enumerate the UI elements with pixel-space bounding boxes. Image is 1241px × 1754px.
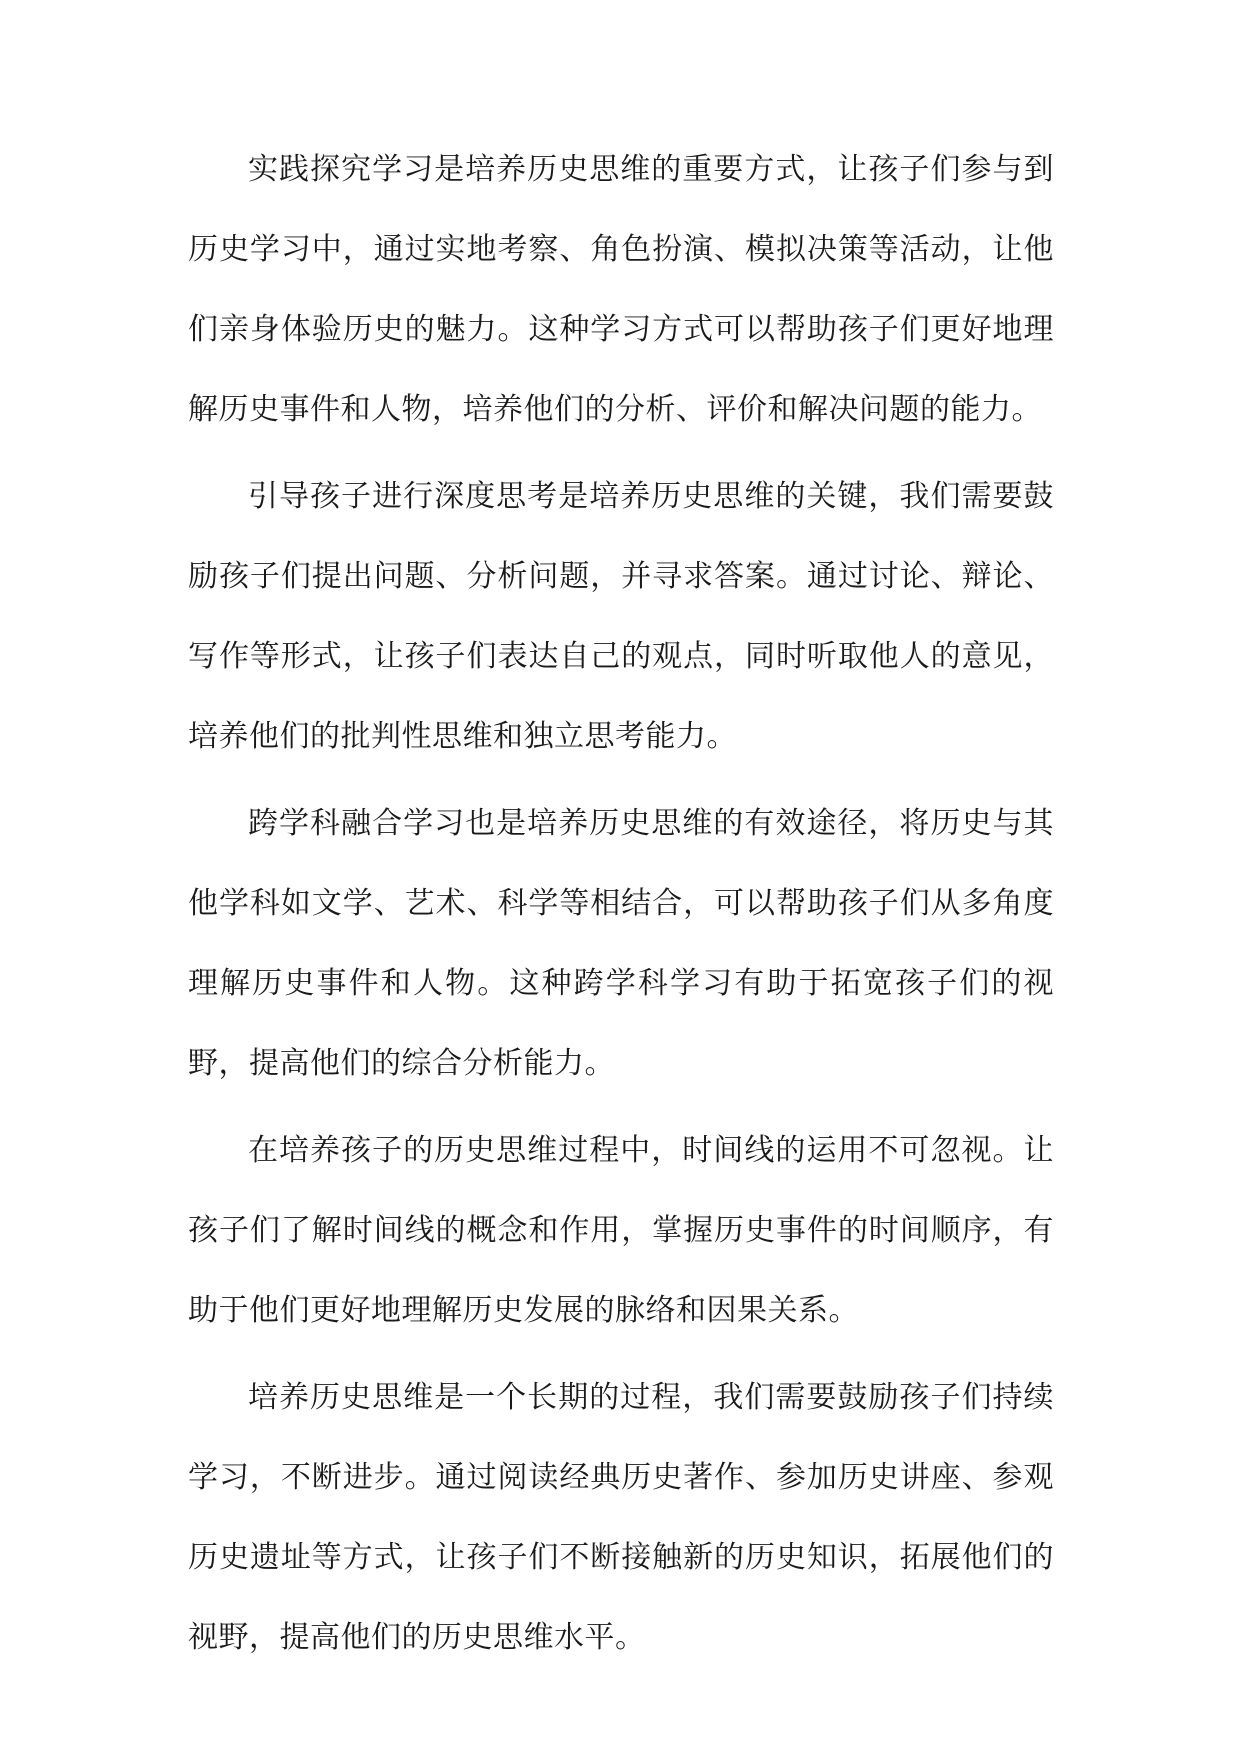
document-body [188, 130, 1054, 1678]
paragraph-practice-learning: 实践探究学习是培养历史思维的重要方式，让孩子们参与到历史学习中，通过实地考察、角色扮演、模拟决策等活动，让他们亲身体验历史的魅力。这种学习方式可以帮助孩子们更好地理解历史事件和人物，培养他们的分析、评价和解决问题的能力。 [188, 152, 1054, 427]
paragraph-interdisciplinary: 跨学科融合学习也是培养历史思维的有效途径，将历史与其他学科如文学、艺术、科学等相结合，可以帮助孩子们从多角度理解历史事件和人物。这种跨学科学习有助于拓宽孩子们的视野，提高他们的综合分析能力。 [188, 806, 1054, 1081]
paragraph-deep-thinking: 引导孩子进行深度思考是培养历史思维的关键，我们需要鼓励孩子们提出问题、分析问题，并寻求答案。通过讨论、辩论、写作等形式，让孩子们表达自己的观点，同时听取他人的意见，培养他们的批判性思维和独立思考能力。 [188, 479, 1054, 754]
paragraph-timeline: 在培养孩子的历史思维过程中，时间线的运用不可忽视。让孩子们了解时间线的概念和作用，掌握历史事件的时间顺序，有助于他们更好地理解历史发展的脉络和因果关系。 [188, 1133, 1054, 1328]
paragraph-long-term: 培养历史思维是一个长期的过程，我们需要鼓励孩子们持续学习，不断进步。通过阅读经典历史著作、参加历史讲座、参观历史遗址等方式，让孩子们不断接触新的历史知识，拓展他们的视野，提高他们的历史思维水平。 [188, 1380, 1054, 1655]
